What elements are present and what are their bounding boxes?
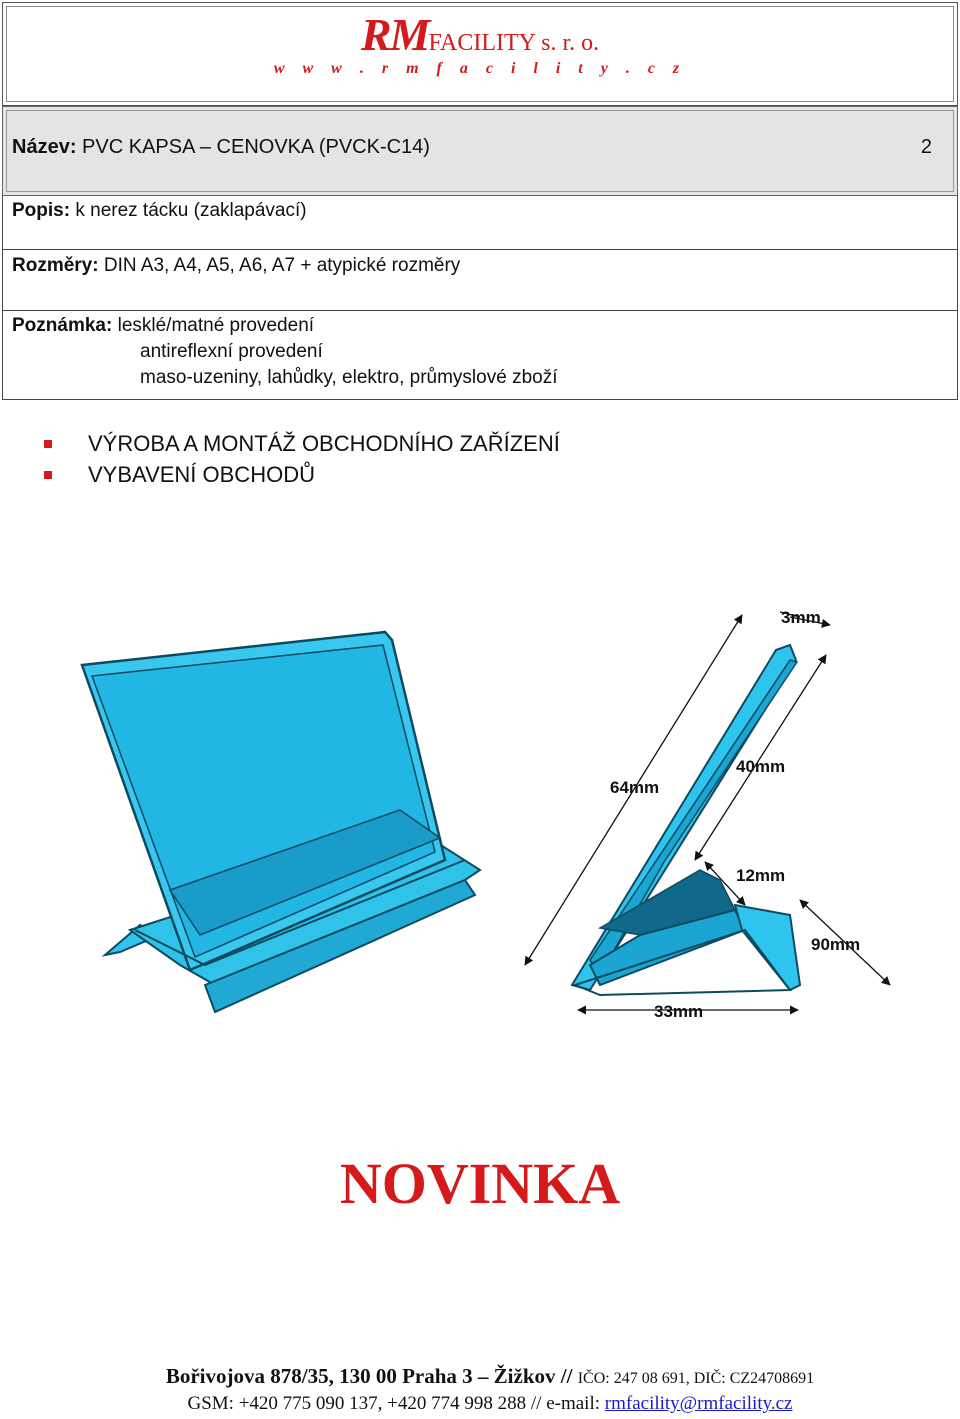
bullet-text: VÝROBA A MONTÁŽ OBCHODNÍHO ZAŘÍZENÍ xyxy=(88,430,560,456)
footer-contact xyxy=(0,1393,960,1415)
poznamka-line: antireflexní provedení xyxy=(140,341,323,362)
dim-label-12mm: 12mm xyxy=(736,866,786,885)
dim-label-64mm: 64mm xyxy=(610,778,660,797)
poznamka-line: lesklé/matné provedení xyxy=(117,315,315,336)
bullet-square-icon xyxy=(44,440,52,448)
ico-text: IČO: 247 08 691, DIČ: CZ24708691 xyxy=(577,1370,815,1387)
address-text: Bořivojova 878/35, 130 00 Praha 3 – Žižkov // xyxy=(165,1364,573,1388)
poznamka-label: Poznámka: xyxy=(12,315,113,336)
logo-rm: RM xyxy=(360,9,429,60)
title-value: PVC KAPSA – CENOVKA (PVCK-C14) xyxy=(82,136,430,158)
spec-divider xyxy=(2,310,958,311)
price-holder-perspective xyxy=(82,632,480,1012)
dim-label-3mm: 3mm xyxy=(781,608,821,627)
novinka-label: NOVINKA xyxy=(339,1151,621,1216)
product-title xyxy=(12,136,430,159)
popis-row xyxy=(12,200,307,222)
rozmery-value: DIN A3, A4, A5, A6, A7 + atypické rozměry xyxy=(103,255,461,276)
popis-value: k nerez tácku (zaklapávací) xyxy=(75,200,307,221)
bullet-item xyxy=(44,459,560,490)
popis-label: Popis: xyxy=(12,200,71,221)
page-number: 2 xyxy=(920,136,932,158)
bullet-square-icon xyxy=(44,471,52,479)
dim-label-33mm: 33mm xyxy=(654,1002,704,1021)
footer-address xyxy=(0,1364,960,1389)
product-illustration xyxy=(60,600,920,1030)
poznamka-line: maso-uzeniny, lahůdky, elektro, průmyslové zboží xyxy=(140,367,558,388)
dim-label-90mm: 90mm xyxy=(811,935,861,954)
rozmery-row xyxy=(12,255,460,277)
price-holder-profile xyxy=(572,645,800,995)
company-logo xyxy=(0,8,960,61)
email-link[interactable]: rmfacility@rmfacility.cz xyxy=(604,1393,793,1414)
contact-text: GSM: +420 775 090 137, +420 774 998 288 // e-mail: xyxy=(187,1393,601,1414)
spec-divider xyxy=(2,249,958,250)
rozmery-label: Rozměry: xyxy=(12,255,99,276)
service-bullets xyxy=(44,428,560,490)
title-label: Název: xyxy=(12,136,77,158)
poznamka-row xyxy=(12,315,314,337)
bullet-item xyxy=(44,428,560,459)
logo-facility: FACILITY s. r. o. xyxy=(428,30,600,56)
dim-label-40mm: 40mm xyxy=(736,757,786,776)
bullet-text: VYBAVENÍ OBCHODŮ xyxy=(88,461,315,487)
website-text: w w w . r m f a c i l i t y . c z xyxy=(273,60,687,77)
